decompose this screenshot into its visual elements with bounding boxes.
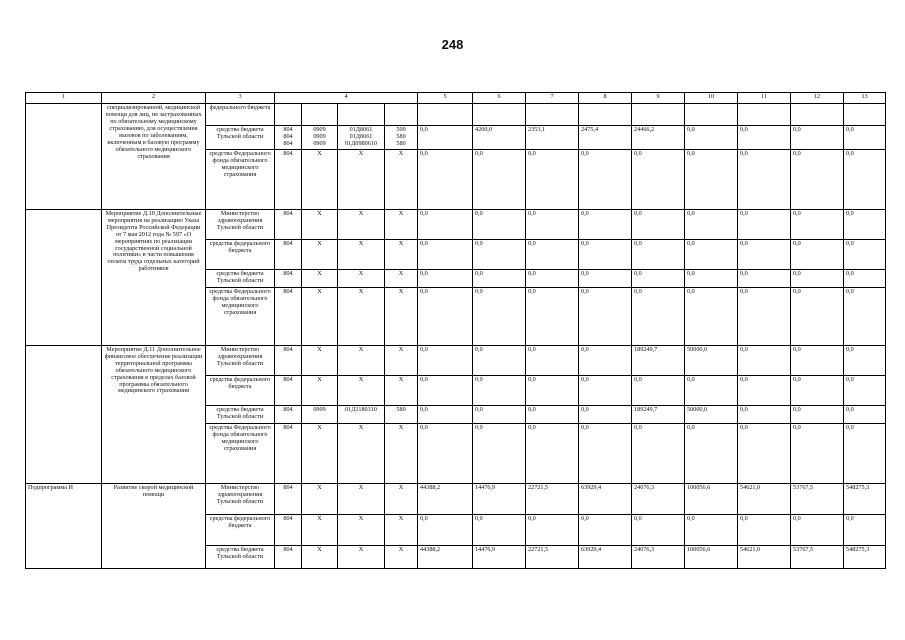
amount-cell-v10: 0,0: [685, 209, 738, 239]
amount-cell-v6: 0,0: [473, 209, 526, 239]
code-cell-vr: Х: [385, 149, 418, 209]
amount-cell-v6: 0,0: [473, 239, 526, 269]
amount-cell-v11: 0,0: [738, 209, 791, 239]
code-cell-rz: Х: [302, 483, 338, 514]
amount-cell-v10: 0,0: [685, 375, 738, 405]
code-cell-vr: Х: [385, 545, 418, 568]
amount-cell-v9: 24076,3: [632, 483, 685, 514]
funding-source-cell: средства федерального бюджета: [206, 375, 275, 405]
amount-cell-v8: 0,0: [579, 269, 632, 287]
program-cell: [26, 345, 102, 483]
code-cell-csr: Х: [338, 423, 385, 483]
code-cell-vr: Х: [385, 239, 418, 269]
code-cell-vr: Х: [385, 423, 418, 483]
amount-cell-v8: 0,0: [579, 239, 632, 269]
amount-cell-v6: 0,0: [473, 423, 526, 483]
measure-name-cell: Развитие скорой медицинской помощи: [102, 483, 206, 568]
amount-cell-v9: 0,0: [632, 209, 685, 239]
header-cell: 13: [844, 93, 886, 104]
code-cell-grbs: 804: [275, 239, 302, 269]
code-cell-grbs: 804 804 804: [275, 126, 302, 150]
code-cell-rz: 0909: [302, 405, 338, 423]
amount-cell-v12: 0,0: [791, 126, 844, 150]
amount-cell-v10: 0,0: [685, 423, 738, 483]
amount-cell-v13: 548275,3: [844, 545, 886, 568]
code-cell-csr: 01Д8061 01Д8061 01Д0980610: [338, 126, 385, 150]
measure-name-cell: Мероприятие Д.11 Дополнительное финансовое обеспечение реализации территориальной программы обязательного медицинского страхования в пределах базовой программы обязательного медицинского страхования: [102, 345, 206, 483]
amount-cell-v5: 44388,2: [418, 545, 473, 568]
amount-cell-v7: 2353,1: [526, 126, 579, 150]
code-cell-csr: Х: [338, 209, 385, 239]
code-cell-grbs: 804: [275, 149, 302, 209]
amount-cell-v5: 0,0: [418, 345, 473, 375]
amount-cell-v10: 0,0: [685, 149, 738, 209]
amount-cell-v11: 0,0: [738, 405, 791, 423]
amount-cell-v9: 0,0: [632, 269, 685, 287]
amount-cell-v12: 0,0: [791, 269, 844, 287]
code-cell-grbs: 804: [275, 545, 302, 568]
header-cell: 6: [473, 93, 526, 104]
amount-cell-v13: 0,0: [844, 514, 886, 545]
funding-source-cell: Министерство здравоохранения Тульской области: [206, 345, 275, 375]
amount-cell-v12: 0,0: [791, 514, 844, 545]
code-cell-csr: Х: [338, 514, 385, 545]
code-cell-grbs: 804: [275, 269, 302, 287]
code-cell-csr: [338, 104, 385, 126]
header-cell: 1: [26, 93, 102, 104]
header-cell: 3: [206, 93, 275, 104]
funding-source-cell: Министерство здравоохранения Тульской области: [206, 209, 275, 239]
amount-cell-v11: [738, 104, 791, 126]
amount-cell-v9: 0,0: [632, 149, 685, 209]
funding-source-cell: средства бюджета Тульской области: [206, 126, 275, 150]
amount-cell-v9: 189249,7: [632, 345, 685, 375]
amount-cell-v5: 0,0: [418, 149, 473, 209]
amount-cell-v11: 54621,0: [738, 483, 791, 514]
amount-cell-v12: 0,0: [791, 405, 844, 423]
amount-cell-v9: [632, 104, 685, 126]
amount-cell-v6: [473, 104, 526, 126]
amount-cell-v13: 0,0: [844, 287, 886, 345]
amount-cell-v7: 0,0: [526, 405, 579, 423]
amount-cell-v11: 0,0: [738, 149, 791, 209]
code-cell-csr: Х: [338, 545, 385, 568]
amount-cell-v7: 22721,5: [526, 545, 579, 568]
funding-source-cell: средства бюджета Тульской области: [206, 269, 275, 287]
amount-cell-v11: 0,0: [738, 375, 791, 405]
amount-cell-v5: 0,0: [418, 239, 473, 269]
amount-cell-v10: 100056,6: [685, 545, 738, 568]
code-cell-csr: Х: [338, 269, 385, 287]
code-cell-grbs: 804: [275, 375, 302, 405]
amount-cell-v5: 0,0: [418, 209, 473, 239]
amount-cell-v8: 63929,4: [579, 483, 632, 514]
amount-cell-v5: 0,0: [418, 514, 473, 545]
code-cell-vr: Х: [385, 269, 418, 287]
code-cell-grbs: 804: [275, 483, 302, 514]
table-row: [26, 483, 886, 514]
amount-cell-v6: 0,0: [473, 405, 526, 423]
amount-cell-v7: 22721,5: [526, 483, 579, 514]
amount-cell-v11: 0,0: [738, 126, 791, 150]
amount-cell-v10: 0,0: [685, 514, 738, 545]
amount-cell-v5: 0,0: [418, 287, 473, 345]
column-number-row: [26, 93, 886, 104]
funding-source-cell: средства федерального бюджета: [206, 239, 275, 269]
code-cell-vr: 580: [385, 405, 418, 423]
amount-cell-v13: 0,0: [844, 375, 886, 405]
code-cell-vr: Х: [385, 375, 418, 405]
funding-source-cell: федерального бюджета: [206, 104, 275, 126]
amount-cell-v13: 548275,3: [844, 483, 886, 514]
amount-cell-v10: 50000,0: [685, 405, 738, 423]
amount-cell-v13: 0,0: [844, 149, 886, 209]
amount-cell-v8: 0,0: [579, 514, 632, 545]
code-cell-grbs: 804: [275, 345, 302, 375]
code-cell-vr: 500 580 580: [385, 126, 418, 150]
code-cell-vr: Х: [385, 483, 418, 514]
amount-cell-v5: 0,0: [418, 269, 473, 287]
amount-cell-v12: 0,0: [791, 149, 844, 209]
amount-cell-v6: 0,0: [473, 514, 526, 545]
amount-cell-v9: 0,0: [632, 423, 685, 483]
amount-cell-v9: 0,0: [632, 287, 685, 345]
page-number: 248: [441, 37, 464, 52]
amount-cell-v8: 0,0: [579, 345, 632, 375]
amount-cell-v10: [685, 104, 738, 126]
code-cell-rz: [302, 104, 338, 126]
amount-cell-v6: 0,0: [473, 375, 526, 405]
code-cell-vr: Х: [385, 287, 418, 345]
code-cell-vr: Х: [385, 209, 418, 239]
amount-cell-v8: 0,0: [579, 375, 632, 405]
code-cell-csr: Х: [338, 375, 385, 405]
amount-cell-v7: 0,0: [526, 514, 579, 545]
amount-cell-v13: 0,0: [844, 126, 886, 150]
amount-cell-v13: 0,0: [844, 269, 886, 287]
amount-cell-v9: 0,0: [632, 375, 685, 405]
code-cell-rz: Х: [302, 239, 338, 269]
amount-cell-v6: 0,0: [473, 269, 526, 287]
amount-cell-v12: 53767,5: [791, 483, 844, 514]
amount-cell-v7: 0,0: [526, 345, 579, 375]
amount-cell-v8: [579, 104, 632, 126]
code-cell-rz: 0909 0909 0909: [302, 126, 338, 150]
amount-cell-v12: [791, 104, 844, 126]
header-cell: 12: [791, 93, 844, 104]
code-cell-rz: Х: [302, 423, 338, 483]
amount-cell-v7: [526, 104, 579, 126]
code-cell-csr: Х: [338, 287, 385, 345]
amount-cell-v5: 0,0: [418, 375, 473, 405]
amount-cell-v11: 0,0: [738, 514, 791, 545]
code-cell-rz: Х: [302, 545, 338, 568]
code-cell-rz: Х: [302, 345, 338, 375]
amount-cell-v9: 189249,7: [632, 405, 685, 423]
header-cell: 10: [685, 93, 738, 104]
funding-source-cell: средства Федерального фонда обязательного медицинского страхования: [206, 287, 275, 345]
amount-cell-v8: 0,0: [579, 423, 632, 483]
amount-cell-v5: [418, 104, 473, 126]
code-cell-grbs: 804: [275, 209, 302, 239]
amount-cell-v13: 0,0: [844, 239, 886, 269]
amount-cell-v6: 14476,9: [473, 545, 526, 568]
amount-cell-v13: 0,0: [844, 209, 886, 239]
code-cell-rz: Х: [302, 287, 338, 345]
amount-cell-v5: 44388,2: [418, 483, 473, 514]
code-cell-vr: [385, 104, 418, 126]
header-cell: 5: [418, 93, 473, 104]
code-cell-csr: Х: [338, 149, 385, 209]
code-cell-grbs: 804: [275, 405, 302, 423]
amount-cell-v7: 0,0: [526, 423, 579, 483]
amount-cell-v7: 0,0: [526, 269, 579, 287]
amount-cell-v6: 0,0: [473, 287, 526, 345]
program-cell: [26, 104, 102, 210]
amount-cell-v7: 0,0: [526, 239, 579, 269]
amount-cell-v10: 0,0: [685, 126, 738, 150]
amount-cell-v10: 0,0: [685, 287, 738, 345]
measure-name-cell: специализированной, медицинской помощи для лиц, не застрахованных по обязательному медицинскому страхованию, для осуществления вызовов по заболеваниям, включенным в базовую программу обязательного медицинского страхования: [102, 104, 206, 210]
amount-cell-v5: 0,0: [418, 423, 473, 483]
code-cell-csr: 01Д1180310: [338, 405, 385, 423]
amount-cell-v13: [844, 104, 886, 126]
measure-name-cell: Мероприятие Д.10 Дополнительные мероприятия на реализацию Указа Президента Российской Федерации от 7 мая 2012 года № 597 «О мероприятиях по реализации государственной социальной политики» в части повышения оплаты труда отдельных категорий работников: [102, 209, 206, 345]
amount-cell-v12: 0,0: [791, 209, 844, 239]
amount-cell-v9: 24466,2: [632, 126, 685, 150]
code-cell-rz: Х: [302, 149, 338, 209]
code-cell-rz: Х: [302, 514, 338, 545]
amount-cell-v9: 0,0: [632, 239, 685, 269]
amount-cell-v8: 63929,4: [579, 545, 632, 568]
table-row: [26, 104, 886, 126]
funding-source-cell: средства федерального бюджета: [206, 514, 275, 545]
funding-source-cell: средства Федерального фонда обязательного медицинского страхования: [206, 149, 275, 209]
amount-cell-v7: 0,0: [526, 375, 579, 405]
code-cell-grbs: 804: [275, 514, 302, 545]
amount-cell-v11: 0,0: [738, 239, 791, 269]
amount-cell-v6: 0,0: [473, 149, 526, 209]
header-cell: 2: [102, 93, 206, 104]
budget-table: [25, 92, 886, 569]
amount-cell-v12: 53767,5: [791, 545, 844, 568]
amount-cell-v11: 0,0: [738, 269, 791, 287]
amount-cell-v12: 0,0: [791, 423, 844, 483]
amount-cell-v12: 0,0: [791, 239, 844, 269]
amount-cell-v6: 0,0: [473, 345, 526, 375]
amount-cell-v10: 0,0: [685, 239, 738, 269]
amount-cell-v11: 0,0: [738, 345, 791, 375]
amount-cell-v13: 0,0: [844, 423, 886, 483]
funding-source-cell: средства бюджета Тульской области: [206, 405, 275, 423]
code-cell-grbs: [275, 104, 302, 126]
funding-source-cell: средства бюджета Тульской области: [206, 545, 275, 568]
amount-cell-v5: 0,0: [418, 405, 473, 423]
amount-cell-v6: 4200,0: [473, 126, 526, 150]
amount-cell-v8: 0,0: [579, 287, 632, 345]
header-cell: 8: [579, 93, 632, 104]
code-cell-rz: Х: [302, 209, 338, 239]
amount-cell-v8: 2475,4: [579, 126, 632, 150]
amount-cell-v11: 0,0: [738, 423, 791, 483]
amount-cell-v9: 24076,3: [632, 545, 685, 568]
code-cell-csr: Х: [338, 483, 385, 514]
amount-cell-v10: 50000,0: [685, 345, 738, 375]
header-cell: 11: [738, 93, 791, 104]
code-cell-grbs: 804: [275, 423, 302, 483]
header-cell: 4: [275, 93, 418, 104]
amount-cell-v7: 0,0: [526, 209, 579, 239]
code-cell-rz: Х: [302, 269, 338, 287]
amount-cell-v8: 0,0: [579, 405, 632, 423]
amount-cell-v6: 14476,9: [473, 483, 526, 514]
amount-cell-v8: 0,0: [579, 149, 632, 209]
amount-cell-v12: 0,0: [791, 375, 844, 405]
amount-cell-v11: 54621,0: [738, 545, 791, 568]
code-cell-csr: Х: [338, 239, 385, 269]
amount-cell-v12: 0,0: [791, 345, 844, 375]
table-body: [26, 104, 886, 569]
amount-cell-v10: 100056,6: [685, 483, 738, 514]
amount-cell-v5: 0,0: [418, 126, 473, 150]
header-cell: 9: [632, 93, 685, 104]
table-row: [26, 209, 886, 239]
program-cell: Подпрограмма И: [26, 483, 102, 568]
amount-cell-v10: 0,0: [685, 269, 738, 287]
funding-source-cell: Министерство здравоохранения Тульской области: [206, 483, 275, 514]
amount-cell-v12: 0,0: [791, 287, 844, 345]
amount-cell-v7: 0,0: [526, 287, 579, 345]
code-cell-vr: Х: [385, 514, 418, 545]
code-cell-rz: Х: [302, 375, 338, 405]
amount-cell-v8: 0,0: [579, 209, 632, 239]
code-cell-grbs: 804: [275, 287, 302, 345]
amount-cell-v13: 0,0: [844, 405, 886, 423]
funding-source-cell: средства Федерального фонда обязательного медицинского страхования: [206, 423, 275, 483]
amount-cell-v11: 0,0: [738, 287, 791, 345]
amount-cell-v9: 0,0: [632, 514, 685, 545]
table-row: [26, 345, 886, 375]
code-cell-vr: Х: [385, 345, 418, 375]
amount-cell-v13: 0,0: [844, 345, 886, 375]
amount-cell-v7: 0,0: [526, 149, 579, 209]
program-cell: [26, 209, 102, 345]
code-cell-csr: Х: [338, 345, 385, 375]
header-cell: 7: [526, 93, 579, 104]
